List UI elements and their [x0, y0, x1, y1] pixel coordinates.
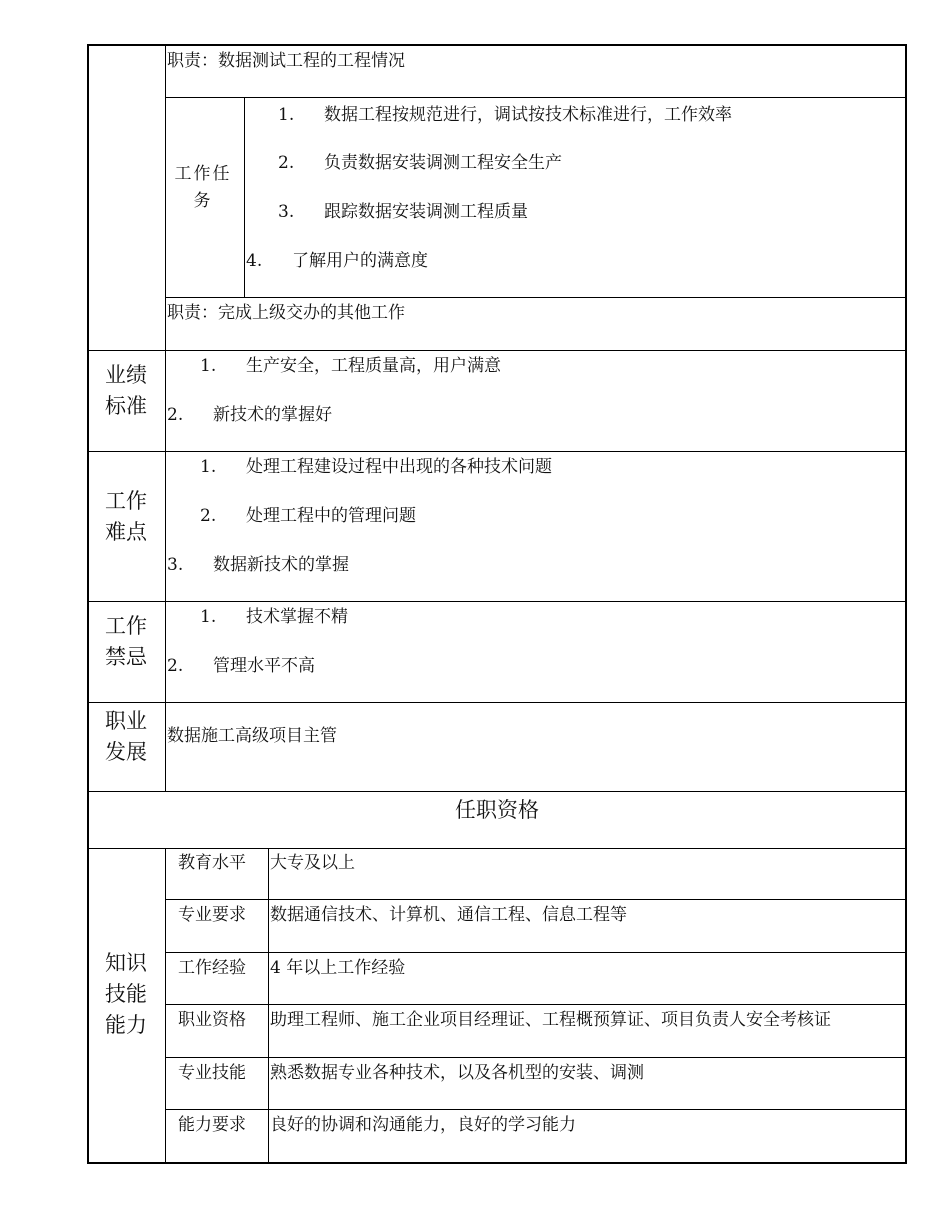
item-text: 处理工程中的管理问题 — [246, 506, 416, 526]
skills-hline-4 — [165, 1057, 907, 1058]
duty1-title: 职责：数据测试工程的工程情况 — [167, 51, 405, 71]
col-divider-left-top — [165, 44, 166, 791]
item-num: 1. — [200, 607, 217, 627]
hline-1 — [87, 350, 907, 351]
skills-value-6: 良好的协调和沟通能力，良好的学习能力 — [270, 1115, 576, 1135]
task-item-1 — [278, 105, 732, 125]
career-label: 职业发展 — [105, 709, 147, 764]
task-text: 跟踪数据安装调测工程质量 — [324, 202, 528, 222]
hline-6 — [87, 848, 907, 849]
taboo-label: 工作禁忌 — [105, 614, 147, 669]
hline-4 — [87, 702, 907, 703]
performance-item-1 — [200, 356, 501, 376]
task-item-4 — [246, 251, 428, 271]
skills-hline-2 — [165, 952, 907, 953]
skills-value-4: 助理工程师、施工企业项目经理证、工程概预算证、项目负责人安全考核证 — [270, 1010, 831, 1030]
task-num: 4. — [246, 251, 263, 271]
item-num: 3. — [167, 555, 184, 575]
task-item-2 — [278, 153, 562, 173]
task-text: 了解用户的满意度 — [292, 251, 428, 271]
skills-key-6: 能力要求 — [178, 1115, 246, 1135]
item-num: 1. — [200, 356, 217, 376]
hline-3 — [87, 601, 907, 602]
col-divider-left-bottom — [165, 848, 166, 1164]
hline-duty1-bottom — [165, 97, 907, 98]
skills-value-1: 大专及以上 — [270, 853, 355, 873]
item-text: 生产安全，工程质量高，用户满意 — [246, 356, 501, 376]
task-item-3 — [278, 202, 528, 222]
skills-value-3: 4 年以上工作经验 — [270, 958, 406, 978]
item-text: 处理工程建设过程中出现的各种技术问题 — [246, 457, 552, 477]
item-num: 1. — [200, 457, 217, 477]
duty2-title: 职责：完成上级交办的其他工作 — [167, 303, 405, 323]
difficulty-label: 工作难点 — [105, 489, 147, 544]
task-text: 数据工程按规范进行，调试按技术标准进行，工作效率 — [324, 105, 732, 125]
taboo-item-2 — [167, 656, 315, 676]
item-text: 新技术的掌握好 — [213, 405, 332, 425]
item-text: 技术掌握不精 — [246, 607, 348, 627]
task-label-divider — [244, 97, 245, 297]
difficulty-item-1 — [200, 457, 552, 477]
task-label: 工作任务 — [174, 164, 232, 211]
skills-key-5: 专业技能 — [178, 1063, 246, 1083]
skills-value-5: 熟悉数据专业各种技术，以及各机型的安装、调测 — [270, 1063, 644, 1083]
item-num: 2. — [167, 656, 184, 676]
task-num: 3. — [278, 202, 295, 222]
hline-tasks-bottom — [165, 297, 907, 298]
skills-value-2: 数据通信技术、计算机、通信工程、信息工程等 — [270, 905, 627, 925]
task-num: 2. — [278, 153, 295, 173]
item-num: 2. — [167, 405, 184, 425]
skills-key-4: 职业资格 — [178, 1010, 246, 1030]
performance-item-2 — [167, 405, 332, 425]
hline-5 — [87, 791, 907, 792]
skills-key-1: 教育水平 — [178, 853, 246, 873]
item-num: 2. — [200, 506, 217, 526]
skills-hline-5 — [165, 1109, 907, 1110]
difficulty-item-2 — [200, 506, 416, 526]
skills-hline-3 — [165, 1004, 907, 1005]
skills-label: 知识技能能力 — [105, 951, 147, 1037]
hline-2 — [87, 451, 907, 452]
item-text: 数据新技术的掌握 — [213, 555, 349, 575]
task-num: 1. — [278, 105, 295, 125]
skills-hline-1 — [165, 899, 907, 900]
skills-key-divider — [268, 848, 269, 1164]
skills-key-3: 工作经验 — [178, 958, 246, 978]
difficulty-item-3 — [167, 555, 349, 575]
item-text: 管理水平不高 — [213, 656, 315, 676]
career-text: 数据施工高级项目主管 — [167, 726, 337, 746]
taboo-item-1 — [200, 607, 348, 627]
skills-key-2: 专业要求 — [178, 905, 246, 925]
performance-label: 业绩标准 — [105, 363, 147, 418]
task-text: 负责数据安装调测工程安全生产 — [324, 153, 562, 173]
qualification-title: 任职资格 — [455, 798, 539, 822]
